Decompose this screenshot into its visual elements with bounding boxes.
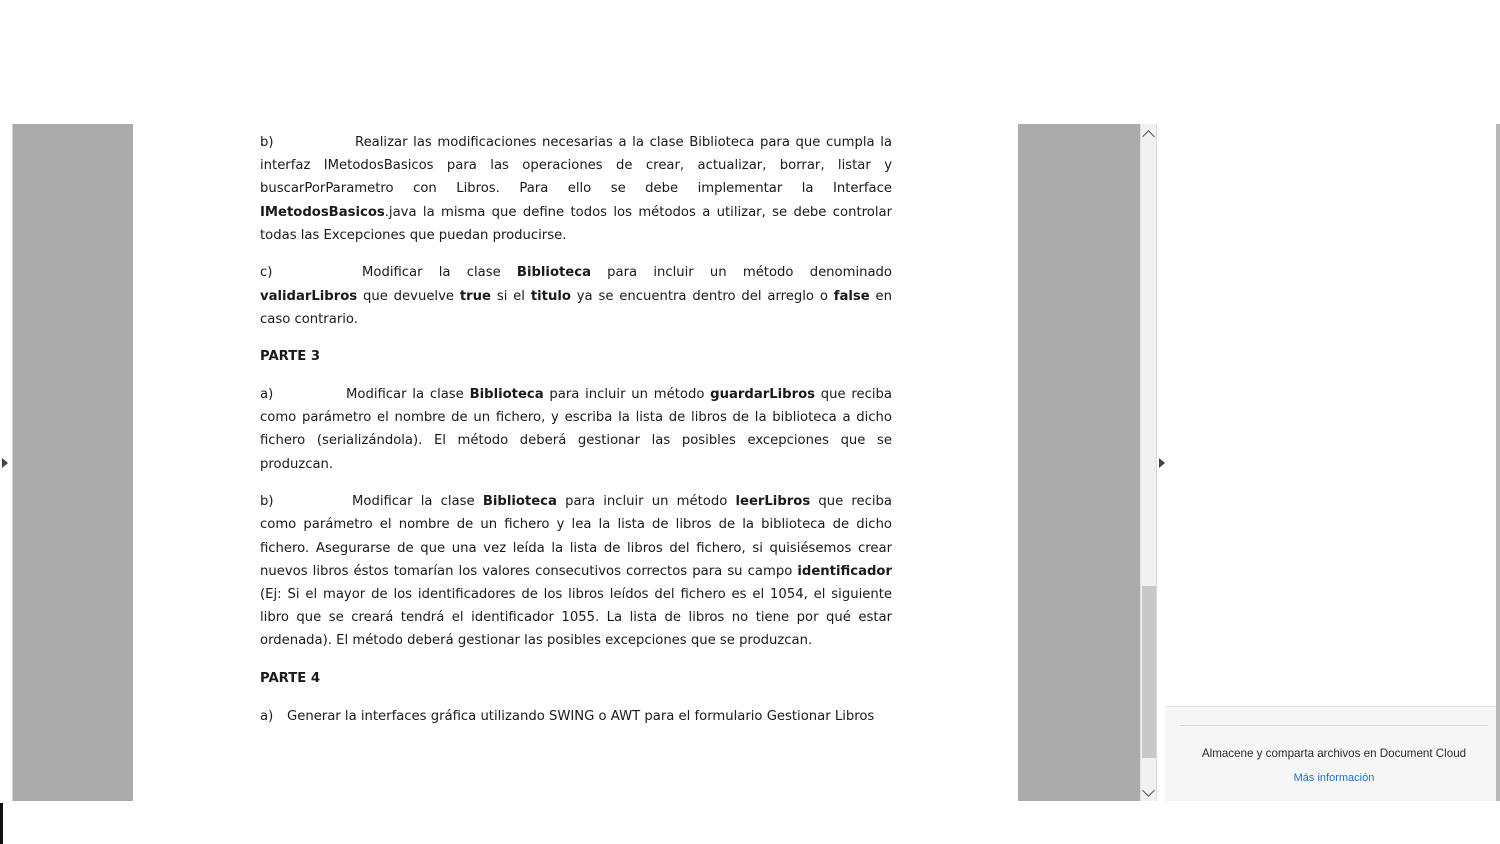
item-letter: b) bbox=[260, 494, 274, 510]
text-segment: (Ej: Si el mayor de los identificadores de los libros leídos del fichero es el 1054, el siguiente libro que se creará tendrá el identificador 1055. La lista de libros no tiene por qué estar ordenada). El método deberá gestionar las posibles excepciones que se produzcan. bbox=[260, 587, 892, 649]
bold-segment: validarLibros bbox=[260, 288, 358, 304]
text-segment: ya se encuentra dentro del arreglo o bbox=[570, 288, 834, 304]
bold-segment: Biblioteca bbox=[482, 494, 557, 510]
heading-parte-3: PARTE 3 bbox=[260, 349, 320, 365]
text-segment: Modificar la clase bbox=[346, 387, 470, 402]
heading-parte-4: PARTE 4 bbox=[260, 671, 320, 687]
paragraph-parte3-b bbox=[260, 490, 892, 652]
chevron-up-icon[interactable] bbox=[1142, 130, 1155, 143]
divider bbox=[1180, 725, 1488, 726]
bold-segment: IMetodosBasicos bbox=[260, 204, 385, 220]
top-blank-area bbox=[0, 0, 1500, 124]
text-segment: Generar la interfaces gráfica utilizando SWING o AWT para el formulario Gestionar Libros bbox=[287, 708, 875, 724]
document-viewer[interactable] bbox=[0, 124, 1165, 801]
item-letter: a) bbox=[260, 708, 274, 724]
text-segment: para incluir un método bbox=[556, 494, 736, 510]
bold-segment: false bbox=[833, 288, 870, 304]
side-panel bbox=[1165, 124, 1496, 801]
paragraph-parte4-a bbox=[260, 705, 892, 728]
bold-segment: identificador bbox=[797, 563, 892, 579]
promo-title: Almacene y comparta archivos en Document Cloud bbox=[1201, 747, 1467, 760]
text-segment: Realizar las modificaciones necesarias a la clase Biblioteca para que cumpla la interfaz IMetodosBasicos para las operaciones de crear, actualizar, borrar, listar y buscarPorParametro con Libros. Para ello se debe implementar la Interface bbox=[260, 135, 892, 197]
left-panel-toggle[interactable] bbox=[0, 124, 13, 801]
bold-segment: Biblioteca bbox=[516, 265, 591, 281]
paragraph-c bbox=[260, 261, 892, 331]
document-page bbox=[133, 124, 1018, 801]
text-segment: para incluir un método bbox=[543, 387, 711, 402]
window-right-edge bbox=[1496, 0, 1500, 844]
text-segment: si el bbox=[490, 288, 531, 304]
paragraph-b bbox=[260, 131, 892, 247]
right-panel-toggle[interactable] bbox=[1156, 124, 1165, 801]
text-segment: que reciba como parámetro el nombre de un fichero y lea la lista de libros de la biblioteca de dicho fichero. Asegurarse de que una vez leída la lista de libros del fichero, si quisiésemos crear nuevos libros éstos tomarían los valores consecutivos correctos para su campo bbox=[260, 494, 893, 579]
more-info-link[interactable]: Más información bbox=[1293, 772, 1375, 784]
text-segment: .java la misma que define todos los métodos a utilizar, se debe controlar todas las Excepciones que puedan producirse. bbox=[260, 204, 892, 243]
item-letter: a) bbox=[260, 387, 274, 402]
bold-segment: Biblioteca bbox=[469, 387, 544, 402]
bottom-blank-area bbox=[0, 801, 1500, 844]
bold-segment: guardarLibros bbox=[710, 387, 816, 402]
text-segment: Modificar la clase bbox=[362, 265, 517, 281]
text-segment: que devuelve bbox=[357, 288, 460, 304]
text-segment: que reciba como parámetro el nombre de un fichero, y escriba la lista de libros de la biblioteca a dicho fichero (serializándola). El método deberá gestionar las posibles excepciones que se produzcan. bbox=[260, 387, 892, 472]
item-letter: c) bbox=[260, 265, 273, 281]
bold-segment: true bbox=[459, 288, 491, 304]
document-cloud-promo bbox=[1165, 706, 1496, 802]
chevron-down-icon[interactable] bbox=[1142, 784, 1155, 797]
bold-segment: leerLibros bbox=[735, 494, 811, 510]
scrollbar-thumb[interactable] bbox=[1142, 586, 1156, 758]
window-right-edge-top bbox=[1496, 0, 1500, 124]
text-segment: para incluir un método denominado bbox=[590, 265, 892, 281]
text-segment: en caso contrario. bbox=[260, 288, 893, 327]
bold-segment: titulo bbox=[530, 288, 571, 304]
bottom-left-edge bbox=[0, 803, 3, 844]
item-letter: b) bbox=[260, 135, 274, 150]
document-text bbox=[260, 131, 892, 742]
vertical-scrollbar[interactable] bbox=[1140, 124, 1157, 801]
text-segment: Modificar la clase bbox=[352, 494, 483, 510]
paragraph-parte3-a bbox=[260, 383, 892, 476]
chevron-right-icon[interactable] bbox=[2, 458, 8, 468]
